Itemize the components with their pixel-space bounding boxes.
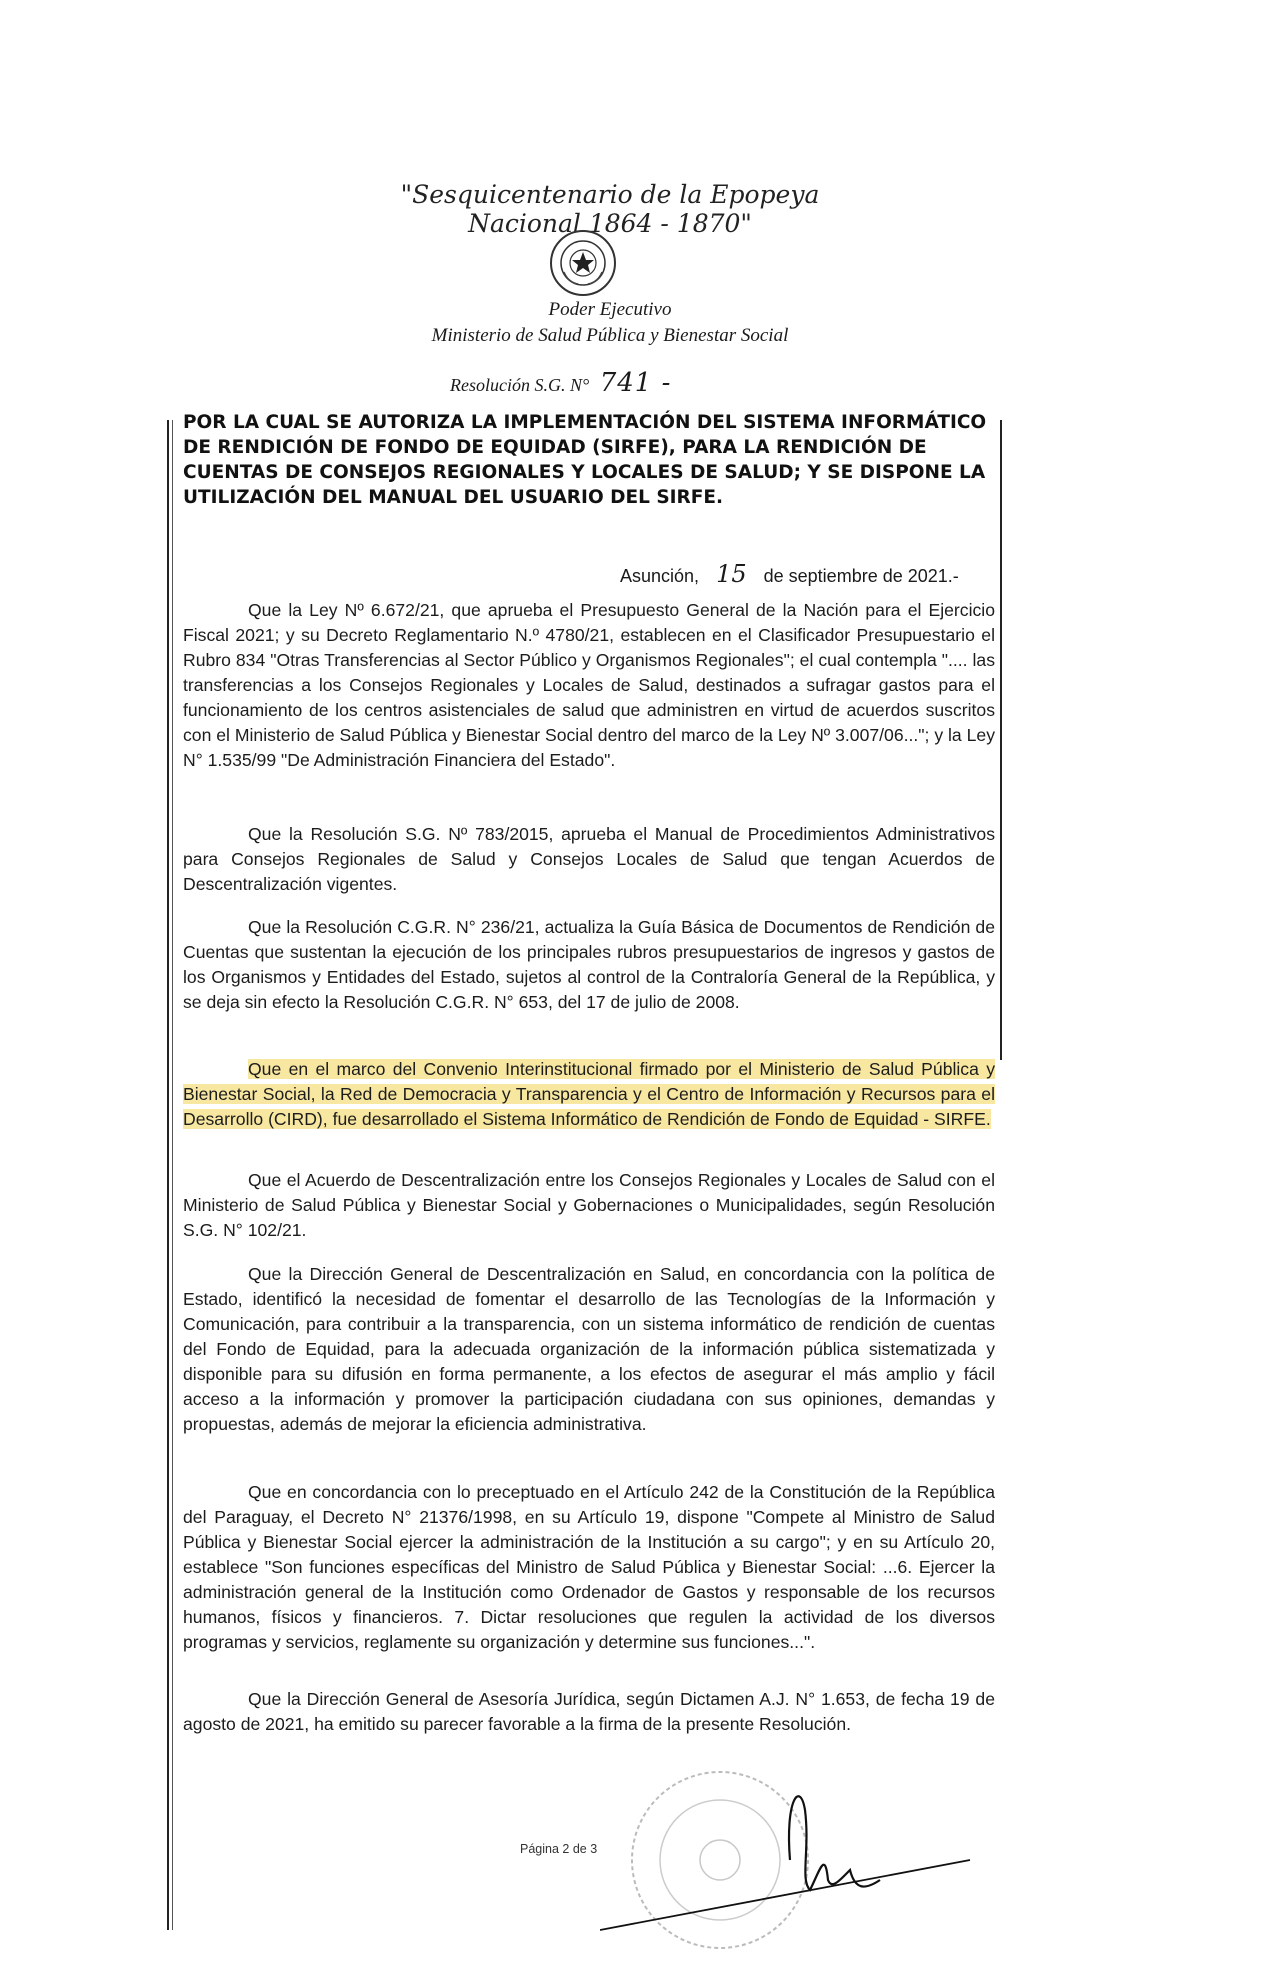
paragraph-text: Que la Resolución S.G. Nº 783/2015, aprueba el Manual de Procedimientos Administrativos para Consejos Regionales de Salud y Consejos Locales de Salud que tengan Acuerdos de Descentralización vigentes. [183,824,995,894]
considerando-6 [183,1262,995,1437]
considerando-2 [183,822,995,897]
considerando-5 [183,1168,995,1243]
place-date [620,560,1000,588]
handwritten-day: 15 [716,560,747,588]
executive-branch: Poder Ejecutivo [548,299,672,320]
left-margin-rule [167,420,169,1930]
resolution-number: 741 - [599,368,672,398]
issuing-authority [350,297,870,349]
national-seal-icon [548,228,618,298]
date-rest: de septiembre de 2021.- [763,566,959,586]
resolution-title: POR LA CUAL SE AUTORIZA LA IMPLEMENTACIÓN DEL SISTEMA INFORMÁTICO DE RENDICIÓN DE FONDO DE EQUIDAD (SIRFE), PARA LA RENDICIÓN DE CUENTAS DE CONSEJOS REGIONALES Y LOCALES DE SALUD; Y SE DISPONE LA UTILIZACIÓN DEL MANUAL DEL USUARIO DEL SIRFE. [183,412,987,508]
considerando-4-highlighted [183,1057,995,1132]
considerando-8 [183,1687,995,1737]
considerando-3 [183,915,995,1015]
considerando-1 [183,598,995,773]
left-margin-rule-inner [172,420,173,1930]
paragraph-text: Que la Dirección General de Descentralización en Salud, en concordancia con la política de Estado, identificó la necesidad de fomentar el desarrollo de las Tecnologías de la Información y Comunicación, para contribuir a la transparencia, con un sistema informático de rendición de cuentas del Fondo de Equidad, para la adecuada organización de la información pública sistematizada y disponible para su difusión en forma permanente, a los efectos de asegurar el más amplio y fácil acceso a la información y promover la participación ciudadana con sus opiniones, demandas y propuestas, además de mejorar la eficiencia administrativa. [183,1264,995,1434]
resolution-label: Resolución S.G. N° [450,375,590,395]
paragraph-text: Que el Acuerdo de Descentralización entre los Consejos Regionales y Locales de Salud con el Ministerio de Salud Pública y Bienestar Social y Gobernaciones o Municipalidades, según Resolución S.G. N° 102/21. [183,1170,995,1240]
paragraph-text: Que la Ley Nº 6.672/21, que aprueba el Presupuesto General de la Nación para el Ejercicio Fiscal 2021; y su Decreto Reglamentario N.º 4780/21, establecen en el Clasificador Presupuestario el Rubro 834 "Otras Transferencias al Sector Público y Organismos Regionales"; el cual contempla ".... las transferencias a los Consejos Regionales y Locales de Salud, destinados a sufragar gastos para el funcionamiento de los centros asistenciales de salud que administren en virtud de acuerdos suscritos con el Ministerio de Salud Pública y Bienestar Social dentro del marco de la Ley Nº 3.007/06..."; y la Ley N° 1.535/99 "De Administración Financiera del Estado". [183,600,995,770]
paragraph-text: Que la Dirección General de Asesoría Jurídica, según Dictamen A.J. N° 1.653, de fecha 19 de agosto de 2021, ha emitido su parecer favorable a la firma de la presente Resolución. [183,1689,995,1734]
city: Asunción, [620,566,700,586]
ministry-name: Ministerio de Salud Pública y Bienestar Social [431,325,789,346]
header-motto: "Sesquicentenario de la Epopeya Nacional 1864 - 1870" [400,180,820,238]
considerando-7 [183,1480,995,1655]
right-margin-rule [1000,420,1002,1060]
resolution-number-line [450,368,850,398]
paragraph-text: Que en concordancia con lo preceptuado en el Artículo 242 de la Constitución de la República del Paraguay, el Decreto N° 21376/1998, en su Artículo 19, dispone "Compete al Ministro de Salud Pública y Bienestar Social ejercer la administración de la Institución a su cargo"; y en su Artículo 20, establece "Son funciones específicas del Ministro de Salud Pública y Bienestar Social: ...6. Ejercer la administración general de la Institución como Ordenador de Gastos y responsable de los recursos humanos, físicos y financieros. 7. Dictar resoluciones que regulen la actividad de los diversos programas y servicios, reglamente su organización y determine sus funciones...". [183,1482,995,1652]
page-number: Página 2 de 3 [520,1842,598,1856]
highlighted-paragraph-text: Que en el marco del Convenio Interinstitucional firmado por el Ministerio de Salud Pública y Bienestar Social, la Red de Democracia y Transparencia y el Centro de Información y Recursos para el Desarrollo (CIRD), fue desarrollado el Sistema Informático de Rendición de Fondo de Equidad - SIRFE. [183,1059,995,1129]
paragraph-text: Que la Resolución C.G.R. N° 236/21, actualiza la Guía Básica de Documentos de Rendición de Cuentas que sustentan la ejecución de los principales rubros presupuestarios de ingresos y gastos de los Organismos y Entidades del Estado, sujetos al control de la Contraloría General de la República, y se deja sin efecto la Resolución C.G.R. N° 653, del 17 de julio de 2008. [183,917,995,1012]
signature-icon [600,1740,980,1940]
